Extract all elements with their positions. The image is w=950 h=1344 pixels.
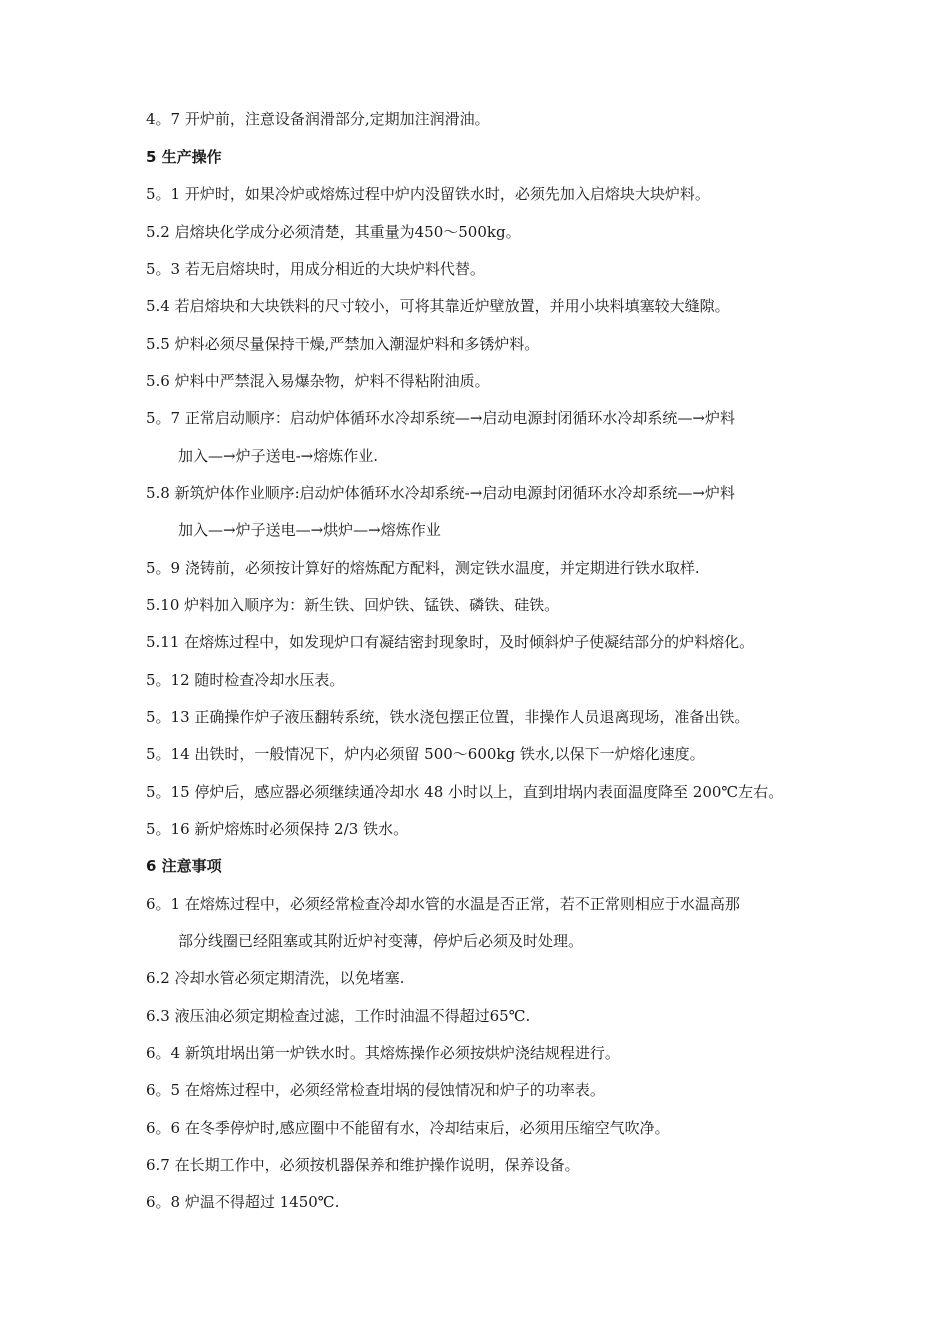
item-6-5: 6。5 在熔炼过程中，必须经常检查坩埚的侵蚀情况和炉子的功率表。: [146, 1081, 605, 1099]
item-5-3: 5。3 若无启熔块时，用成分相近的大块炉料代替。: [146, 260, 485, 278]
item-5-5: 5.5 炉料必须尽量保持干燥,严禁加入潮湿炉料和多锈炉料。: [146, 335, 540, 353]
item-5-1: 5。1 开炉时，如果冷炉或熔炼过程中炉内没留铁水时，必须先加入启熔块大块炉料。: [146, 185, 710, 203]
item-5-15: 5。15 停炉后，感应器必须继续通冷却水 48 小时以上，直到坩埚内表面温度降至 200℃左右。: [146, 783, 784, 801]
item-6-2: 6.2 冷却水管必须定期清洗，以免堵塞.: [146, 969, 405, 987]
item-4-7: 4。7 开炉前，注意设备润滑部分,定期加注润滑油。: [146, 110, 490, 128]
section-heading-5: 5 生产操作: [146, 148, 222, 166]
item-5-8-continued: 加入—→炉子送电—→烘炉—→熔炼作业: [178, 521, 441, 539]
item-5-4: 5.4 若启熔块和大块铁料的尺寸较小，可将其靠近炉壁放置，并用小块料填塞较大缝隙。: [146, 297, 730, 315]
item-6-3: 6.3 液压油必须定期检查过滤，工作时油温不得超过65℃.: [146, 1007, 531, 1025]
item-5-2: 5.2 启熔块化学成分必须清楚，其重量为450～500kg。: [146, 223, 521, 241]
item-6-1: 6。1 在熔炼过程中，必须经常检查冷却水管的水温是否正常，若不正常则相应于水温高那: [146, 895, 740, 913]
item-5-16: 5。16 新炉熔炼时必须保持 2/3 铁水。: [146, 820, 409, 838]
item-5-9: 5。9 浇铸前，必须按计算好的熔炼配方配料，测定铁水温度，并定期进行铁水取样.: [146, 559, 700, 577]
item-5-11: 5.11 在熔炼过程中，如发现炉口有凝结密封现象时，及时倾斜炉子使凝结部分的炉料熔化。: [146, 633, 755, 651]
item-5-8: 5.8 新筑炉体作业顺序:启动炉体循环水冷却系统-→启动电源封闭循环水冷却系统—→炉料: [146, 484, 735, 502]
item-6-4: 6。4 新筑坩埚出第一炉铁水时。其熔炼操作必须按烘炉浇结规程进行。: [146, 1044, 620, 1062]
section-heading-6: 6 注意事项: [146, 857, 222, 875]
item-5-13: 5。13 正确操作炉子液压翻转系统，铁水浇包摆正位置，非操作人员退离现场，准备出铁。: [146, 708, 750, 726]
item-5-12: 5。12 随时检查冷却水压表。: [146, 671, 345, 689]
item-5-6: 5.6 炉料中严禁混入易爆杂物，炉料不得粘附油质。: [146, 372, 490, 390]
item-5-14: 5。14 出铁时，一般情况下，炉内必须留 500～600kg 铁水,以保下一炉熔化速度。: [146, 745, 705, 763]
item-6-1-continued: 部分线圈已经阻塞或其附近炉衬变薄，停炉后必须及时处理。: [178, 932, 584, 950]
item-6-6: 6。6 在冬季停炉时,感应圈中不能留有水，冷却结束后，必须用压缩空气吹净。: [146, 1119, 670, 1137]
item-6-8: 6。8 炉温不得超过 1450℃.: [146, 1193, 340, 1211]
item-6-7: 6.7 在长期工作中，必须按机器保养和维护操作说明，保养设备。: [146, 1156, 580, 1174]
item-5-7: 5。7 正常启动顺序：启动炉体循环水冷却系统—→启动电源封闭循环水冷却系统—→炉料: [146, 409, 735, 427]
item-5-7-continued: 加入—→炉子送电-→熔炼作业.: [178, 447, 378, 465]
item-5-10: 5.10 炉料加入顺序为：新生铁、回炉铁、锰铁、磷铁、硅铁。: [146, 596, 560, 614]
